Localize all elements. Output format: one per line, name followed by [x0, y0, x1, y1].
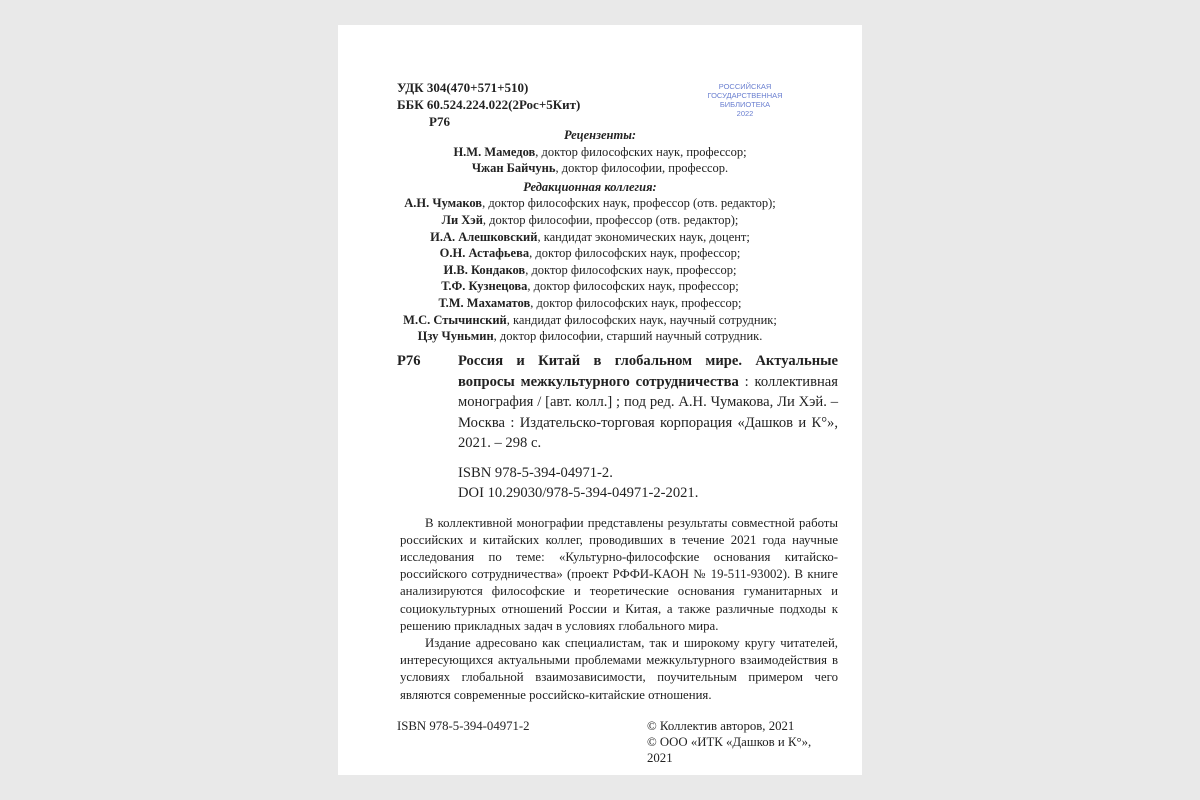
person-line — [318, 262, 862, 279]
person-name: О.Н. Астафьева — [439, 246, 530, 261]
person-line — [318, 229, 862, 246]
stamp-line: 2022 — [736, 109, 754, 118]
person-name: Т.Ф. Кузнецова — [441, 279, 528, 294]
person-title: , доктор философских наук, профессор (отв. редактор); — [482, 196, 776, 211]
person-title: , доктор философии, профессор (отв. редактор); — [482, 212, 739, 227]
person-line — [318, 278, 862, 295]
footer — [397, 704, 838, 766]
board-heading: Редакционная коллегия: — [523, 179, 657, 194]
person-name: А.Н. Чумаков — [404, 196, 483, 211]
bibliographic-entry — [458, 351, 838, 454]
stamp-line: РОССИЙСКАЯ — [718, 82, 772, 91]
person-title: , кандидат экономических наук, доцент; — [537, 229, 750, 244]
person-name: Ли Хэй — [441, 212, 483, 227]
credits-block — [338, 127, 862, 345]
entry-row — [397, 351, 838, 454]
person-name: Н.М. Мамедов — [453, 144, 536, 159]
person-line — [338, 160, 862, 177]
copyright-publisher: © ООО «ИТК «Дашков и К°», 2021 — [647, 734, 812, 765]
stamp-line: БИБЛИОТЕКА — [719, 100, 771, 109]
author-code: Р76 — [429, 114, 450, 129]
person-line — [318, 312, 862, 329]
person-name: М.С. Стычинский — [403, 312, 507, 327]
identifiers — [458, 463, 838, 503]
person-line — [318, 212, 862, 229]
person-name: Т.М. Махаматов — [438, 295, 531, 310]
main-column — [397, 351, 838, 766]
copyrights — [647, 718, 838, 766]
person-name: И.В. Кондаков — [443, 262, 526, 277]
person-name: Цзу Чуньмин — [417, 329, 494, 344]
person-title: , доктор философских наук, профессор; — [529, 246, 741, 261]
reviewers-block — [338, 127, 862, 177]
person-line — [318, 328, 862, 345]
person-line — [318, 195, 862, 212]
library-stamp — [695, 82, 795, 118]
editorial-board-block — [318, 179, 862, 345]
person-title: , доктор философии, профессор. — [555, 161, 729, 176]
person-line — [318, 295, 862, 312]
person-name: Чжан Байчунь — [471, 161, 556, 176]
stamp-line: ГОСУДАРСТВЕННАЯ — [707, 91, 783, 100]
abstract-paragraph: В коллективной монографии представлены результаты совместной работы российских и китайских коллег, проводивших в течение 2021 года научные исследования по теме: «Культурно-философские основания китайско-российского сотрудничества» (проект РФФИ-КАОН № 19-511-93002). В книге анализируются философские и теоретические основания гуманитарных и социокультурных отношений России и Китая, а также различные подходы к решению прикладных задач в условиях глобального мира. — [400, 515, 838, 633]
footer-isbn: ISBN 978-5-394-04971-2 — [397, 718, 530, 733]
person-line — [338, 144, 862, 161]
book-title: Россия и Китай в глобальном мире. Актуальные вопросы межкультурного сотрудничества — [458, 353, 838, 390]
person-line — [318, 245, 862, 262]
udk-code: УДК 304(470+571+510) — [397, 80, 529, 95]
person-title: , кандидат философских наук, научный сотрудник; — [506, 312, 777, 327]
person-name: И.А. Алешковский — [430, 229, 538, 244]
abstract — [400, 515, 838, 704]
book-details: : коллективная монография / [авт. колл.] ; под ред. А.Н. Чумакова, Ли Хэй. – Москва : Издательско-торговая корпорация «Дашков и К°», 2021. – 298 с. — [458, 373, 838, 451]
person-title: , доктор философских наук, профессор; — [530, 295, 742, 310]
isbn: ISBN 978-5-394-04971-2. — [458, 464, 613, 481]
copyright-authors: © Коллектив авторов, 2021 — [647, 718, 795, 733]
entry-code: Р76 — [397, 353, 421, 369]
abstract-paragraph: Издание адресовано как специалистам, так и широкому кругу читателей, интересующихся актуальными проблемами межкультурного взаимодействия в условиях глобальной взаимозависимости, поучительным примером чего являются современные российско-китайские отношения. — [400, 635, 838, 702]
person-title: , доктор философских наук, профессор; — [525, 262, 737, 277]
person-title: , доктор философии, старший научный сотрудник. — [493, 329, 763, 344]
doi: DOI 10.29030/978-5-394-04971-2-2021. — [458, 484, 699, 501]
person-title: , доктор философских наук, профессор; — [535, 144, 747, 159]
bbk-code: ББК 60.524.224.022(2Рос+5Кит) — [397, 97, 581, 112]
reviewers-heading: Рецензенты: — [563, 128, 637, 142]
person-title: , доктор философских наук, профессор; — [527, 279, 739, 294]
